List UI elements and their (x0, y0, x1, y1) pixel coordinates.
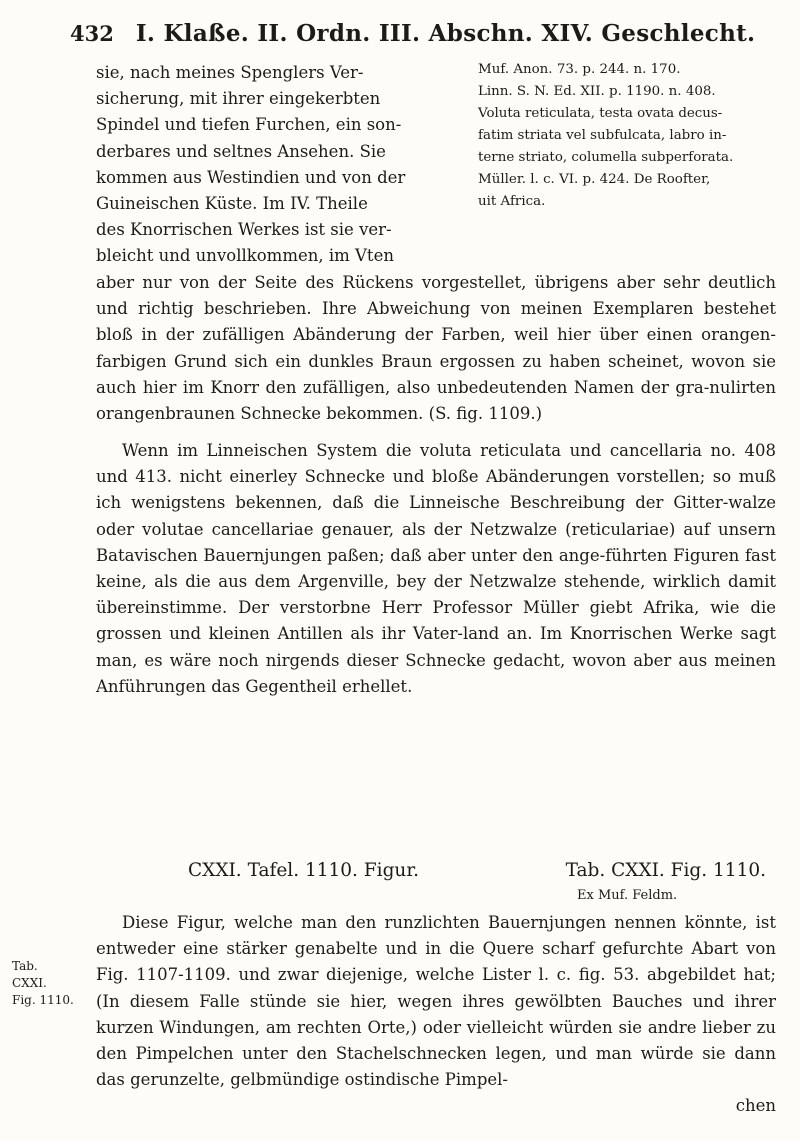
paragraph-3 (96, 910, 776, 1120)
text-line: sicherung, mit ihrer eingekerbten (96, 89, 381, 109)
references-column (478, 60, 778, 214)
figure-heading-latin: Tab. CXXI. Fig. 1110. (565, 860, 766, 881)
paragraph-1-continued (96, 270, 776, 427)
reference-line: fatim striata vel subfulcata, labro in- (478, 128, 727, 143)
margin-note (12, 958, 76, 1009)
margin-note-line: Fig. 1110. (12, 993, 74, 1007)
page-number: 432 (70, 21, 114, 46)
paragraph-text: Wenn im Linneischen System die voluta reticulata und cancellaria no. 408 und 413. nicht einerley Schnecke und bloße Abänderungen vorstellen; so muß ich wenigstens bekennen, daß die Linneische Beschreibung der Gitter-walze oder volutae cancellariae genauer, als der Netzwalze (reticulariae) auf unsern Batavischen Bauernjungen paßen; daß aber unter den ange-führten Figuren fast keine, als die aus dem Argenville, bey der Netzwalze stehende, wirklich damit übereinstimme. Der verstorbne Herr Professor Müller giebt Afrika, wie die grossen und kleinen Antillen als ihr Vater-land an. Im Knorrischen Werke sagt man, es wäre noch nirgends dieser Schnecke gedacht, wovon aber aus meinen Anführungen das Gegentheil erhellet. (96, 441, 776, 696)
reference-line: Voluta reticulata, testa ovata decus- (478, 106, 723, 121)
reference-line: uit Africa. (478, 194, 546, 209)
running-title: I. Klaße. II. Ordn. III. Abschn. XIV. Geschlecht. (135, 20, 756, 47)
left-column-text (96, 60, 466, 270)
figure-heading-german: CXXI. Tafel. 1110. Figur. (188, 860, 420, 881)
reference-line: terne striato, columella subperforata. (478, 150, 734, 165)
margin-note-line: CXXI. (12, 976, 47, 990)
text-line: sie, nach meines Spenglers Ver- (96, 63, 364, 82)
paragraph-text: aber nur von der Seite des Rückens vorgestellet, übrigens aber sehr deutlich und richtig beschrieben. Ihre Abweichung von meinen Exemplaren bestehet bloß in der zufälligen Abänderung der Farben, weil hier über einen orangen-farbigen Grund sich ein dunkles Braun ergossen zu haben scheinet, wovon sie auch hier im Knorr den zufälligen, also unbedeutenden Namen der gra-nulirten orangenbraunen Schnecke bekommen. (S. fig. 1109.) (96, 273, 776, 424)
text-line: des Knorrischen Werkes ist sie ver- (96, 220, 392, 240)
text-line: bleicht und unvollkommen, im Vten (96, 246, 394, 266)
text-line: kommen aus Westindien und von der (96, 167, 406, 187)
reference-line: Müller. l. c. VI. p. 424. De Roofter, (478, 172, 711, 187)
page-header (70, 20, 760, 54)
reference-line: Linn. S. N. Ed. XII. p. 1190. n. 408. (478, 84, 716, 99)
paragraph-text: Diese Figur, welche man den runzlichten Bauernjungen nennen könnte, ist entweder eine stärker genabelte und in die Quere scharf gefurchte Abart von Fig. 1107-1109. und zwar diejenige, welche Lister l. c. fig. 53. abgebildet hat; (In diesem Falle stünde sie hier, wegen ihres gewölbten Bauches und ihrer kurzen Windungen, am rechten Orte,) oder vielleicht würden sie andre lieber zu den Pimpelchen unter den Stachelschnecken legen, und man würde sie dann das gerunzelte, gelbmündige ostindische Pimpel- (96, 913, 776, 1090)
text-line: Spindel und tiefen Furchen, ein son- (96, 115, 402, 135)
text-line: derbares und seltnes Ansehen. Sie (96, 141, 386, 161)
catchword: chen (735, 1096, 776, 1116)
reference-line: Muf. Anon. 73. p. 244. n. 170. (478, 62, 681, 77)
text-line: Guineischen Küste. Im IV. Theile (96, 194, 368, 214)
paragraph-2 (96, 438, 776, 700)
margin-note-line: Tab. (12, 959, 38, 973)
figure-source: Ex Muf. Feldm. (577, 888, 678, 903)
